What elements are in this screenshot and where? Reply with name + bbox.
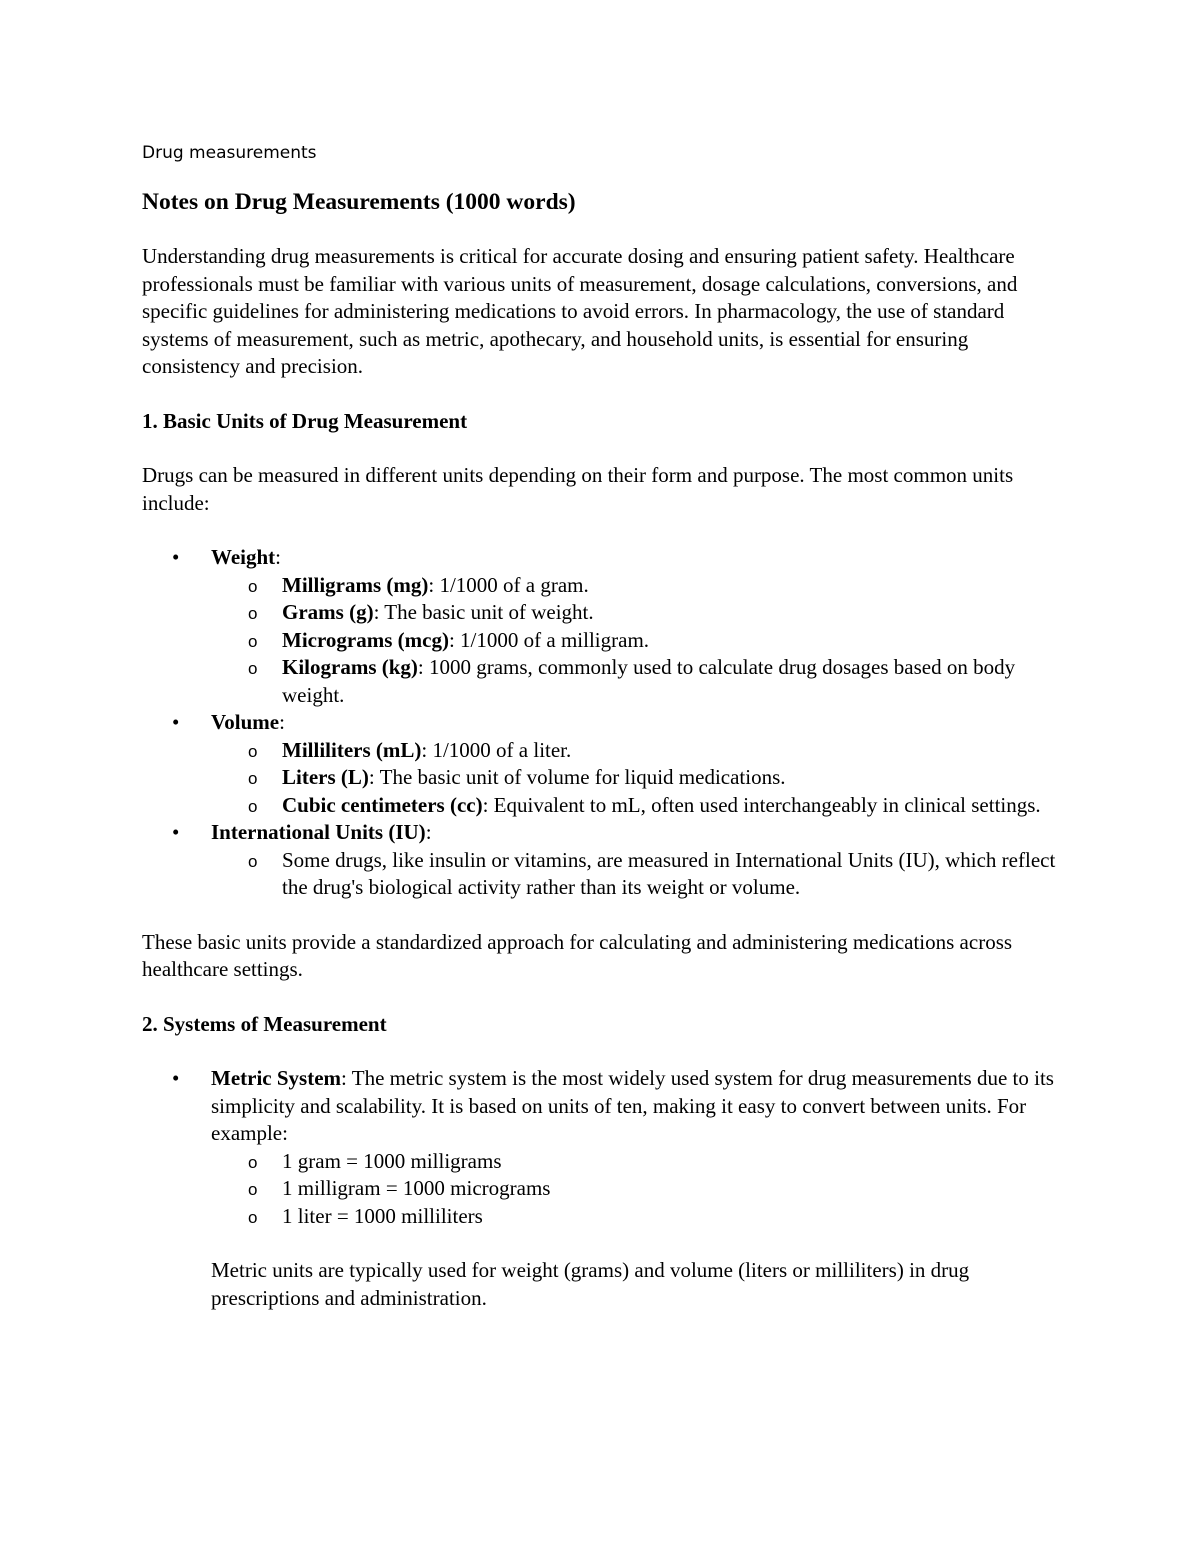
example-text: 1 liter = 1000 milliliters bbox=[282, 1203, 483, 1228]
unit-text: : The basic unit of weight. bbox=[373, 600, 594, 624]
sub-bullet-icon: o bbox=[248, 659, 258, 678]
example-text: 1 milligram = 1000 micrograms bbox=[282, 1176, 551, 1200]
unit-term: Micrograms (mcg) bbox=[282, 627, 449, 652]
list-item bbox=[142, 737, 1062, 765]
sub-bullet-icon: o bbox=[248, 1180, 258, 1199]
unit-text: : 1000 grams, commonly used to calculate drug dosages based on body weight. bbox=[282, 655, 1016, 707]
units-list bbox=[142, 544, 1062, 902]
document-title: Notes on Drug Measurements (1000 words) bbox=[142, 189, 576, 215]
list-item-metric bbox=[142, 1065, 1062, 1230]
sub-bullet-icon: o bbox=[248, 1152, 258, 1172]
sub-bullet-icon: o bbox=[248, 604, 258, 623]
sub-bullet-icon: o bbox=[248, 769, 258, 788]
unit-text: Some drugs, like insulin or vitamins, are measured in International Units (IU), which reflect the drug's biological activity rather than its weight or volume. bbox=[282, 847, 1056, 899]
list-item bbox=[142, 764, 1062, 792]
list-item bbox=[142, 1203, 1062, 1231]
list-item-weight bbox=[142, 544, 1062, 709]
iu-sublist bbox=[211, 847, 1062, 902]
bullet-icon: • bbox=[172, 710, 180, 734]
unit-term: Cubic centimeters (cc) bbox=[282, 792, 483, 817]
section-1-closing: These basic units provide a standardized approach for calculating and administering medications across healthcare settings. bbox=[142, 929, 1013, 981]
unit-term: Milligrams (mg) bbox=[282, 572, 429, 597]
list-item bbox=[142, 572, 1062, 600]
list-item-volume bbox=[142, 709, 1062, 819]
section-2-heading: 2. Systems of Measurement bbox=[142, 1011, 387, 1036]
list-item bbox=[142, 1148, 1062, 1176]
volume-term: Volume bbox=[211, 710, 280, 734]
section-1-heading: 1. Basic Units of Drug Measurement bbox=[142, 408, 468, 433]
sub-bullet-icon: o bbox=[248, 576, 258, 596]
list-item bbox=[142, 599, 1062, 627]
intro-paragraph: Understanding drug measurements is critical for accurate dosing and ensuring patient safety. Healthcare professionals must be familiar with various units of measurement, dosage calculations, conversions, and specific guidelines for administering medications to avoid errors. In pharmacology, the use of standard systems of measurement, such as metric, apothecary, and household units, is essential for ensuring consistency and precision. bbox=[142, 244, 1018, 378]
list-item bbox=[142, 1175, 1062, 1203]
metric-examples bbox=[211, 1148, 1062, 1231]
unit-text: : 1/1000 of a gram. bbox=[428, 572, 589, 597]
unit-term: Grams (g) bbox=[282, 600, 374, 624]
volume-suffix: : bbox=[279, 710, 285, 734]
volume-sublist bbox=[211, 737, 1062, 820]
metric-note: Metric units are typically used for weight (grams) and volume (liters or milliliters) in drug prescriptions and administration. bbox=[211, 1258, 970, 1310]
list-item bbox=[142, 627, 1062, 655]
sub-bullet-icon: o bbox=[248, 851, 258, 871]
iu-suffix: : bbox=[425, 820, 432, 844]
document-page bbox=[142, 140, 1062, 1339]
metric-term: Metric System bbox=[211, 1066, 342, 1090]
weight-term: Weight bbox=[211, 545, 276, 569]
unit-term: Liters (L) bbox=[282, 765, 369, 789]
section-1-lead: Drugs can be measured in different units depending on their form and purpose. The most common units include: bbox=[142, 463, 1014, 515]
iu-term: International Units (IU) bbox=[211, 820, 426, 844]
weight-sublist bbox=[211, 572, 1062, 710]
unit-term: Milliliters (mL) bbox=[282, 737, 422, 762]
example-text: 1 gram = 1000 milligrams bbox=[282, 1148, 502, 1173]
list-item-iu bbox=[142, 819, 1062, 902]
list-item bbox=[142, 792, 1062, 820]
document-label: Drug measurements bbox=[142, 143, 317, 163]
list-item bbox=[142, 654, 1062, 709]
bullet-icon: • bbox=[172, 545, 180, 569]
unit-term: Kilograms (kg) bbox=[282, 655, 418, 679]
unit-text: : 1/1000 of a liter. bbox=[421, 737, 572, 762]
systems-list bbox=[142, 1065, 1062, 1230]
unit-text: : The basic unit of volume for liquid medications. bbox=[368, 765, 786, 789]
sub-bullet-icon: o bbox=[248, 1207, 258, 1227]
sub-bullet-icon: o bbox=[248, 796, 258, 816]
unit-text: : Equivalent to mL, often used interchangeably in clinical settings. bbox=[482, 792, 1041, 817]
weight-suffix: : bbox=[275, 545, 282, 569]
list-item bbox=[142, 847, 1062, 902]
bullet-icon: • bbox=[172, 1066, 180, 1090]
bullet-icon: • bbox=[172, 820, 180, 844]
metric-text: : The metric system is the most widely used system for drug measurements due to its simplicity and scalability. It is based on units of ten, making it easy to convert between units. For example: bbox=[211, 1066, 1054, 1145]
sub-bullet-icon: o bbox=[248, 631, 258, 651]
unit-text: : 1/1000 of a milligram. bbox=[448, 627, 650, 652]
sub-bullet-icon: o bbox=[248, 741, 258, 761]
